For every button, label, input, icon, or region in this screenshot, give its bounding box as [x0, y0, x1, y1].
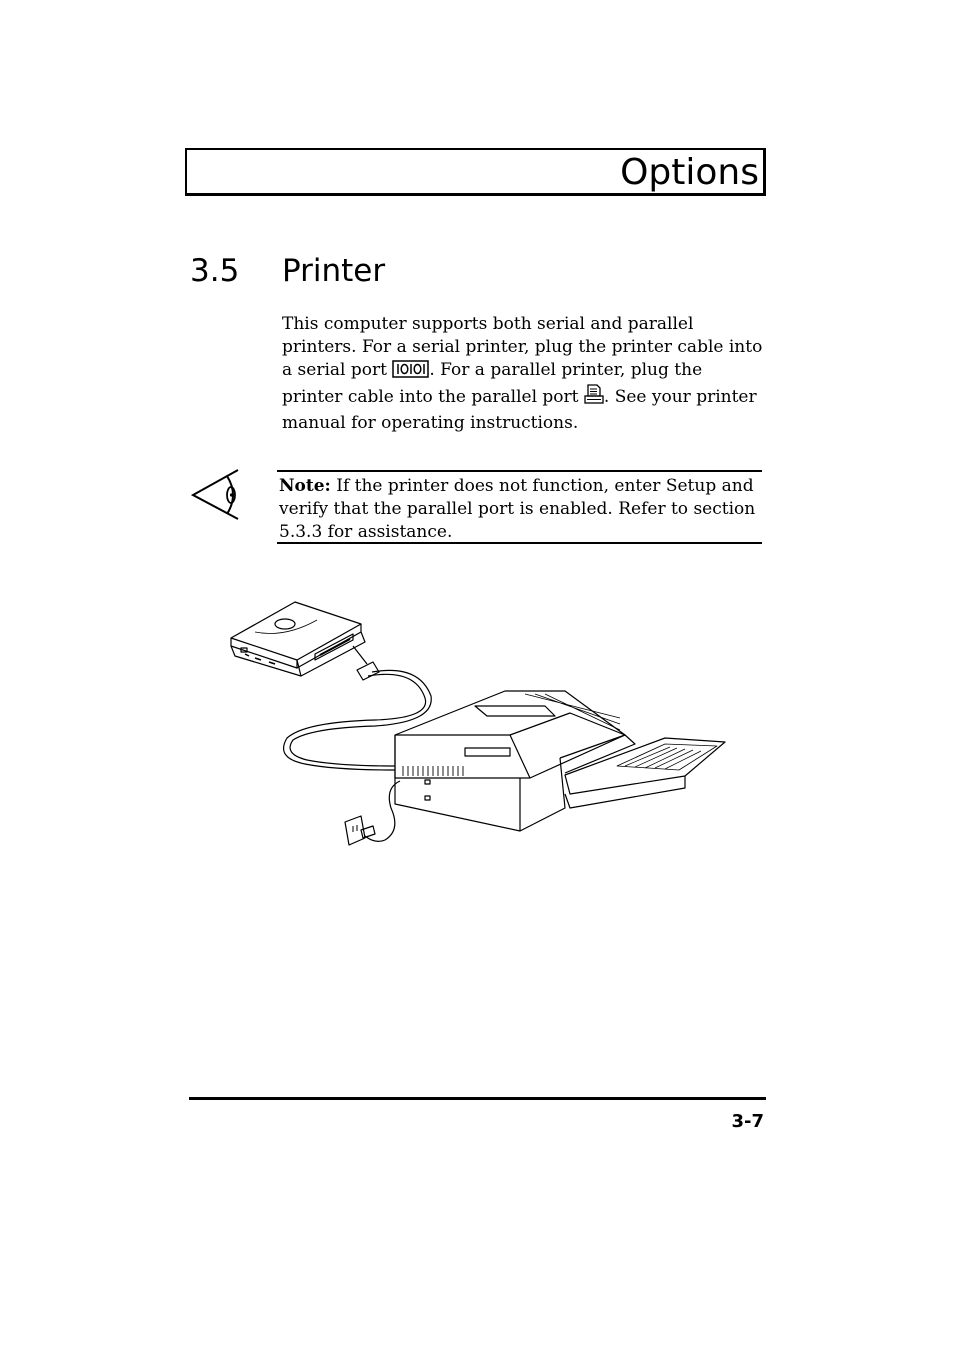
- eye-icon: [191, 468, 243, 527]
- printer-icon: [395, 691, 725, 831]
- section-heading: [190, 251, 385, 291]
- notebook-icon: [231, 602, 365, 676]
- body-text-2: . For a parallel printer, plug the printer cable into the parallel port: [282, 359, 703, 408]
- note-box: [277, 470, 762, 544]
- body-text-3: . See your printer manual for operating instructions.: [282, 387, 757, 434]
- note-label: Note:: [279, 476, 331, 496]
- wall-outlet-icon: [345, 816, 375, 845]
- notebook-printer-connection-illustration: [225, 598, 730, 858]
- note-body: If the printer does not function, enter Setup and verify that the parallel port is enabled. Refer to section 5.3.3 for assistance.: [279, 476, 756, 542]
- chapter-title: Options: [620, 152, 759, 193]
- chapter-header: [185, 148, 766, 196]
- page-number: 3-7: [731, 1111, 764, 1132]
- serial-port-icon: [392, 360, 429, 385]
- body-text-1: This computer supports both serial and parallel printers. For a serial printer, plug the printer cable into a serial port: [282, 314, 763, 380]
- note-text: [279, 475, 757, 543]
- footer-rule: [189, 1097, 766, 1100]
- section-number: 3.5: [190, 253, 240, 289]
- parallel-port-icon: [584, 384, 604, 412]
- section-title: Printer: [282, 253, 386, 289]
- body-paragraph: [282, 313, 767, 435]
